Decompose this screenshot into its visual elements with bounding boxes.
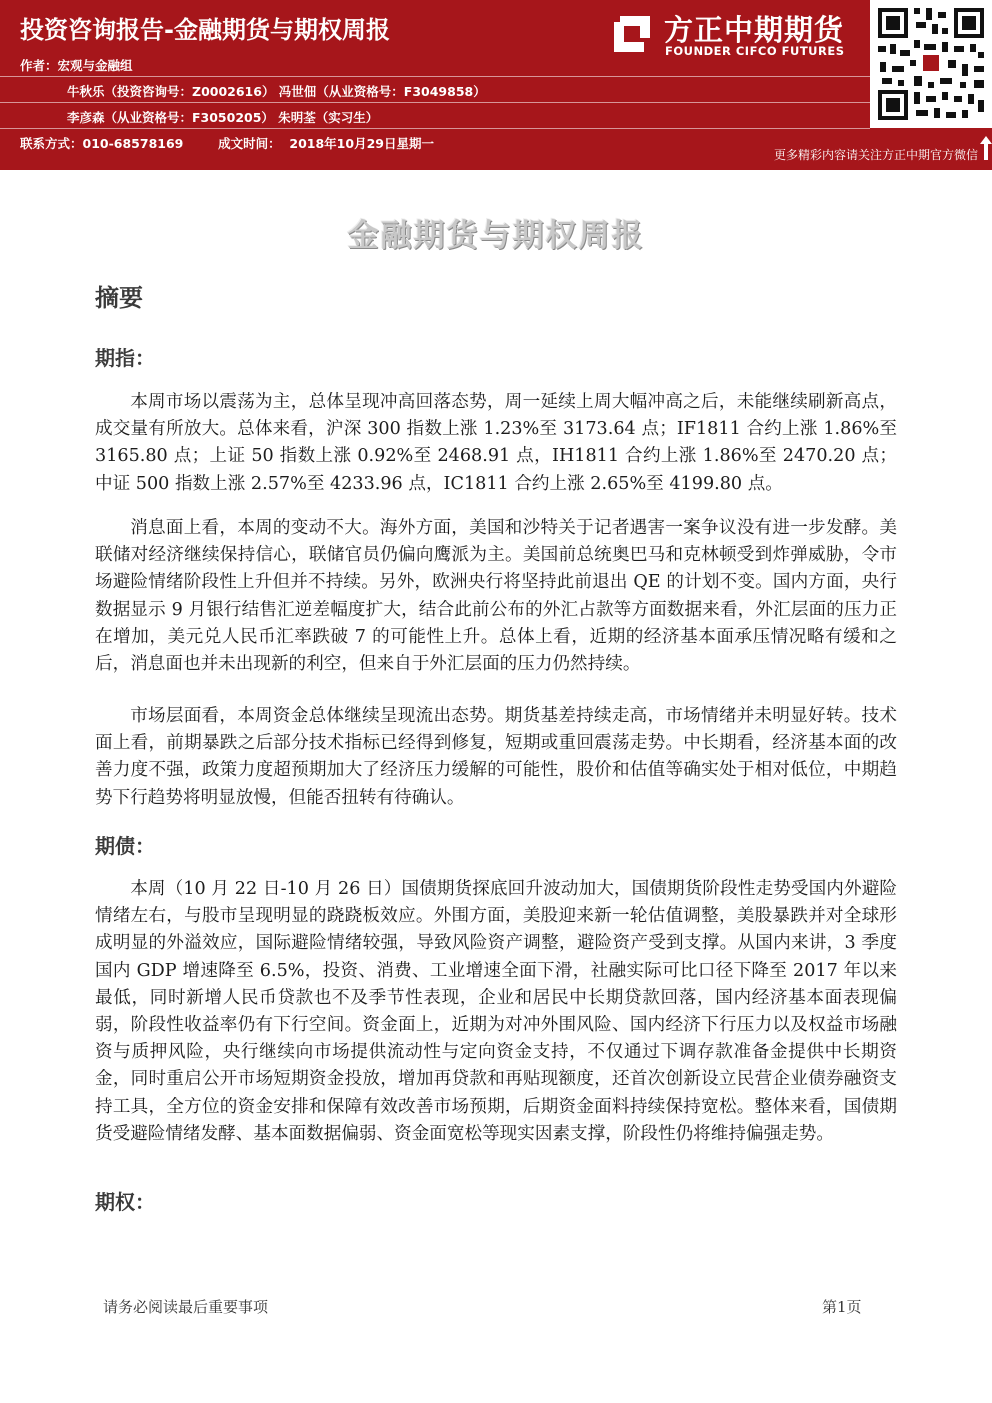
founder-logo-icon (610, 12, 654, 56)
section-heading-options: 期权： (95, 1190, 155, 1214)
document-title: 金融期货与期权周报 (347, 218, 645, 254)
header-divider (0, 128, 870, 129)
header-divider (0, 102, 870, 103)
footer-disclaimer: 请务必阅读最后重要事项 (103, 1298, 269, 1316)
paragraph: 消息面上看，本周的变动不大。海外方面，美国和沙特关于记者遇害一案争议没有进一步发酵。美联储对经济继续保持信心，联储官员仍偏向鹰派为主。美国前总统奥巴马和克林顿受到炸弹威胁，令市场避险情绪阶段性上升但并不持续。另外，欧洲央行将坚持此前退出 QE 的计划不变。国内方面，央行数据显示 9 月银行结售汇逆差幅度扩大，结合此前公布的外汇占款等方面数据来看，外汇层面的压力正在增加，美元兑人民币汇率跌破 7 的可能性上升。总体上看，近期的经济基本面承压情况略有缓和之后，消息面也并未出现新的利空，但来自于外汇层面的压力仍然持续。 (95, 518, 897, 675)
arrow-up-icon (980, 136, 992, 160)
section-heading-bond-futures: 期债： (95, 834, 155, 858)
paragraph: 本周市场以震荡为主，总体呈现冲高回落态势，周一延续上周大幅冲高之后，未能继续刷新高点，成交量有所放大。总体来看，沪深 300 指数上涨 1.23%至 3173.64 点；IF1811 合约上涨 1.86%至 3165.80 点；上证 50 指数上涨 0.92%至 2468.91 点，IH1811 合约上涨 1.86%至 2470.20 点；中证 500 指数上涨 2.57%至 4233.96 点，IC1811 合约上涨 2.65%至 4199.80 点。 (95, 392, 897, 494)
contact-line: 联系方式：010-68578169 成文时间： 2018年10月29日星期一 (20, 136, 434, 151)
author-row-2: 李彦森（从业资格号：F3050205） 朱明荃（实习生） (67, 110, 379, 125)
follow-wechat-text: 更多精彩内容请关注方正中期官方微信 (773, 148, 978, 162)
author-row-1: 牛秋乐（投资咨询号：Z0002616） 冯世佃（从业资格号：F3049858） (67, 84, 486, 99)
paragraph: 本周（10 月 22 日-10 月 26 日）国债期货探底回升波动加大，国债期货阶段性走势受国内外避险情绪左右，与股市呈现明显的跷跷板效应。外围方面，美股迎来新一轮估值调整，美股暴跌并对全球形成明显的外溢效应，国际避险情绪较强，导致风险资产调整，避险资产受到支撑。从国内来讲，3 季度国内 GDP 增速降至 6.5%，投资、消费、工业增速全面下滑，社融实际可比口径下降至 2017 年以来最低，同时新增人民币贷款也不及季节性表现，企业和居民中长期贷款回落，国内经济基本面表现偏弱，阶段性收益率仍有下行空间。资金面上，近期为对冲外围风险、国内经济下行压力以及权益市场融资与质押风险，央行继续向市场提供流动性与定向资金支持，不仅通过下调存款准备金提供中长期资金，同时重启公开市场短期资金投放，增加再贷款和再贴现额度，还首次创新设立民营企业债券融资支持工具，全方位的资金安排和保障有效改善市场预期，后期资金面料持续保持宽松。整体来看，国债期货受避险情绪发酵、基本面数据偏弱、资金面宽松等现实因素支撑，阶段性仍将维持偏强走势。 (95, 879, 897, 1144)
abstract-heading: 摘要 (95, 284, 143, 312)
paragraph: 市场层面看，本周资金总体继续呈现流出态势。期货基差持续走高，市场情绪并未明显好转。技术面上看，前期暴跌之后部分技术指标已经得到修复，短期或重回震荡走势。中长期看，经济基本面的改善力度不强，政策力度超预期加大了经济压力缓解的可能性，股价和估值等确实处于相对低位，中期趋势下行趋势将明显放慢，但能否扭转有待确认。 (95, 706, 897, 808)
logo-text-en: FOUNDER CIFCO FUTURES (665, 44, 845, 58)
header-divider (0, 76, 870, 77)
section-heading-index-futures: 期指： (95, 346, 155, 370)
page-number: 第1页 (822, 1298, 862, 1316)
wechat-qr-code (870, 0, 992, 128)
authors-line: 作者：宏观与金融组 (20, 58, 133, 73)
report-title: 投资咨询报告-金融期货与期权周报 (20, 16, 390, 44)
company-logo (610, 6, 860, 62)
qr-code-icon (870, 0, 992, 128)
report-header (0, 0, 992, 170)
logo-text-cn: 方正中期期货 (664, 13, 845, 47)
